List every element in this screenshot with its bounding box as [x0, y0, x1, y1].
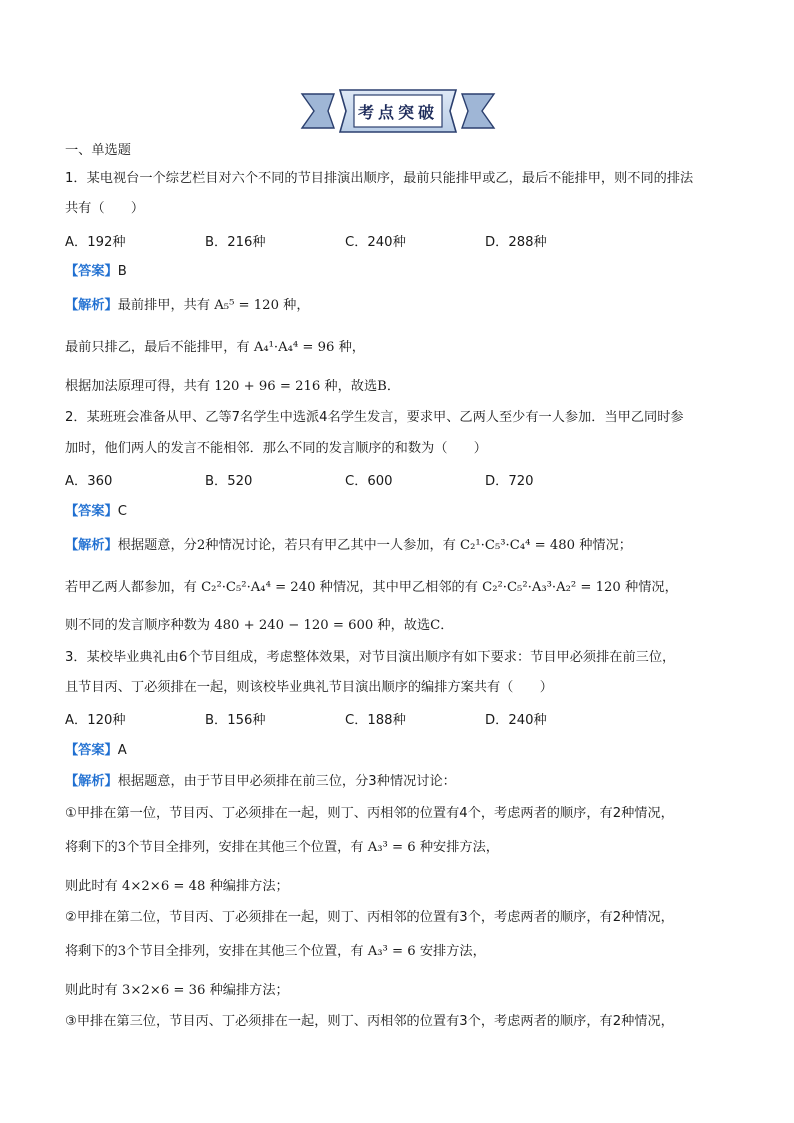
q1-answer-value: B: [117, 264, 127, 279]
q1-analysis-text1: 最前排甲，共有 A₅⁵ = 120 种，: [117, 298, 310, 313]
q2-answer: [65, 502, 734, 522]
q2-analysis-line3: 则不同的发言顺序种数为 480 + 240 − 120 = 600 种，故选C．: [65, 618, 454, 633]
q2-option-a: A．360: [65, 474, 113, 489]
q1-option-a: A．192种: [65, 235, 126, 250]
q2-stem-line2: 加时，他们两人的发言不能相邻．那么不同的发言顺序的和数为（ ）: [65, 441, 487, 456]
q3-analysis-line3: 将剩下的3个节目全排列，安排在其他三个位置，有 A₃³ = 6 种安排方法，: [65, 840, 499, 855]
q2-option-c: C．600: [345, 474, 393, 489]
q2-answer-value: C: [117, 504, 127, 519]
q1-option-d: D．288种: [485, 235, 547, 250]
q2-stem-line1: 2．某班班会准备从甲、乙等7名学生中选派4名学生发言，要求甲、乙两人至少有一人参加．当甲乙同时参: [65, 410, 684, 425]
q3-analysis-line6: 将剩下的3个节目全排列，安排在其他三个位置，有 A₃³ = 6 安排方法，: [65, 944, 486, 959]
section-banner: [300, 88, 496, 134]
banner-ribbon-graphic: [300, 88, 496, 134]
q3-analysis-line4: 则此时有 4×2×6 = 48 种编排方法；: [65, 879, 289, 894]
q2-option-d: D．720: [485, 474, 534, 489]
q3-stem-line2: 且节目丙、丁必须排在一起，则该校毕业典礼节目演出顺序的编排方案共有（ ）: [65, 680, 553, 695]
q2-option-b: B．520: [205, 474, 253, 489]
q3-answer: [65, 741, 734, 761]
q1-analysis-tag: 【解析】: [65, 298, 118, 313]
q2-analysis-line1: [65, 536, 734, 556]
q3-analysis-line7: 则此时有 3×2×6 = 36 种编排方法；: [65, 983, 289, 998]
q2-options: [65, 470, 725, 490]
q3-analysis-line2: ①甲排在第一位，节目丙、丁必须排在一起，则丁、丙相邻的位置有4个，考虑两者的顺序，有2种情况，: [65, 806, 674, 821]
q1-options: [65, 231, 725, 251]
q3-answer-value: A: [117, 743, 127, 758]
q3-option-b: B．156种: [205, 713, 266, 728]
q3-analysis-text1: 根据题意，由于节目甲必须排在前三位，分3种情况讨论：: [117, 774, 456, 789]
q1-analysis-line2: 最前只排乙，最后不能排甲，有 A₄¹·A₄⁴ = 96 种，: [65, 340, 365, 355]
q3-analysis-line5: ②甲排在第二位，节目丙、丁必须排在一起，则丁、丙相邻的位置有3个，考虑两者的顺序，有2种情况，: [65, 910, 674, 925]
q1-answer: [65, 262, 734, 282]
q3-option-c: C．188种: [345, 713, 406, 728]
q3-answer-tag: 【答案】: [65, 743, 118, 758]
q3-option-a: A．120种: [65, 713, 126, 728]
q3-option-d: D．240种: [485, 713, 547, 728]
q2-answer-tag: 【答案】: [65, 504, 118, 519]
q2-analysis-tag: 【解析】: [65, 538, 118, 553]
q3-options: [65, 709, 725, 729]
section-title: 一、单选题: [65, 143, 131, 158]
q3-analysis-line8: ③甲排在第三位，节目丙、丁必须排在一起，则丁、丙相邻的位置有3个，考虑两者的顺序，有2种情况，: [65, 1014, 674, 1029]
q1-option-c: C．240种: [345, 235, 406, 250]
q1-stem-line2: 共有（ ）: [65, 201, 145, 216]
q3-stem-line1: 3．某校毕业典礼由6个节目组成，考虑整体效果，对节目演出顺序有如下要求：节目甲必须排在前三位，: [65, 650, 676, 665]
q2-analysis-line2: 若甲乙两人都参加，有 C₂²·C₅²·A₄⁴ = 240 种情况，其中甲乙相邻的有 C₂²·C₅²·A₃³·A₂² = 120 种情况，: [65, 580, 678, 595]
banner-title: 考点突破: [357, 102, 438, 122]
q1-option-b: B．216种: [205, 235, 266, 250]
q2-analysis-text1: 根据题意，分2种情况讨论，若只有甲乙其中一人参加，有 C₂¹·C₅³·C₄⁴ = 480 种情况；: [117, 538, 632, 553]
q1-stem-line1: 1．某电视台一个综艺栏目对六个不同的节目排演出顺序，最前只能排甲或乙，最后不能排甲，则不同的排法: [65, 171, 694, 186]
q3-analysis-tag: 【解析】: [65, 774, 118, 789]
q1-analysis-line1: [65, 296, 734, 316]
q1-answer-tag: 【答案】: [65, 264, 118, 279]
q3-analysis-line1: [65, 772, 734, 792]
q1-analysis-line3: 根据加法原理可得，共有 120 + 96 = 216 种，故选B．: [65, 379, 401, 394]
